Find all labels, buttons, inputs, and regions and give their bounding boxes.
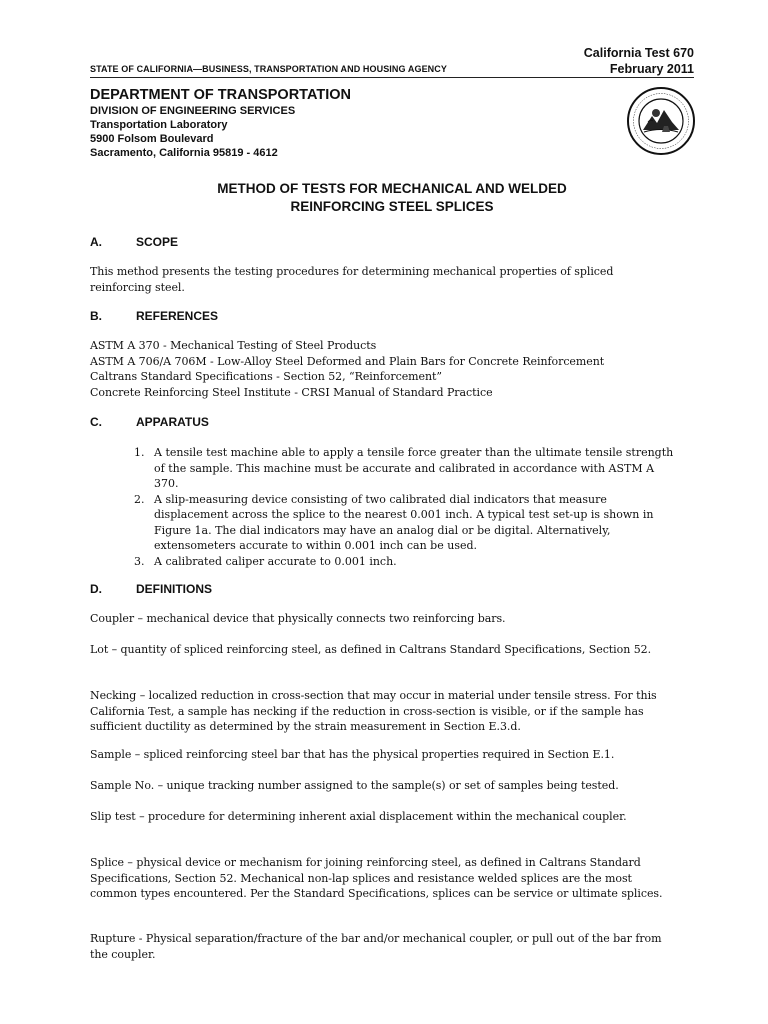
section-heading-apparatus <box>90 415 209 429</box>
section-letter: B. <box>90 309 102 323</box>
address-line-division: DIVISION OF ENGINEERING SERVICES <box>90 105 296 117</box>
definition-coupler <box>90 611 678 627</box>
definition-sample <box>90 747 678 763</box>
definition-splice <box>90 855 678 902</box>
definition-rupture <box>90 931 678 962</box>
apparatus-item <box>134 554 678 570</box>
section-letter: C. <box>90 415 102 429</box>
apparatus-list <box>134 445 678 569</box>
definition-slip-test <box>90 809 678 825</box>
address-line-lab: Transportation Laboratory <box>90 119 228 131</box>
address-line-city: Sacramento, California 95819 - 4612 <box>90 147 278 159</box>
apparatus-item <box>134 492 678 554</box>
section-title: APPARATUS <box>136 415 209 429</box>
section-heading-references <box>90 309 218 323</box>
definition-necking <box>90 688 678 735</box>
section-letter: A. <box>90 235 102 249</box>
reference-item: ASTM A 370 - Mechanical Testing of Steel Products <box>90 339 377 352</box>
section-title: REFERENCES <box>136 309 219 323</box>
agency-line: STATE OF CALIFORNIA—BUSINESS, TRANSPORTATION AND HOUSING AGENCY <box>90 64 447 74</box>
paragraph-text: This method presents the testing procedures for determining mechanical properties of spliced reinforcing steel. <box>90 265 614 294</box>
department-name: DEPARTMENT OF TRANSPORTATION <box>90 87 351 103</box>
item-number: 3. <box>134 554 145 568</box>
item-text: A slip-measuring device consisting of two calibrated dial indicators that measure displacement across the splice to the nearest 0.001 inch. A typical test set-up is shown in Figure 1a. The dial indicators may have an analog dial or be digital. Alternatively, extensometers accurate to within 0.001 inch can be used. <box>154 492 654 552</box>
paragraph-text: Splice – physical device or mechanism for joining reinforcing steel, as defined in Caltrans Standard Specifications, Section 52. Mechanical non-lap splices and resistance welded splices are the most common types encountered. Per the Standard Specifications, splices can be service or ultimate splices. <box>90 856 663 900</box>
reference-item: Caltrans Standard Specifications - Section 52, “Reinforcement” <box>90 370 442 383</box>
state-seal-icon <box>626 86 696 156</box>
section-heading-scope <box>90 235 178 249</box>
references-list <box>90 338 678 400</box>
reference-item: ASTM A 706/A 706M - Low-Alloy Steel Deformed and Plain Bars for Concrete Reinforcement <box>90 354 605 368</box>
paragraph-text: Lot – quantity of spliced reinforcing steel, as defined in Caltrans Standard Specifications, Section 52. <box>90 643 652 656</box>
document-title-line1: METHOD OF TESTS FOR MECHANICAL AND WELDED <box>217 181 567 196</box>
paragraph-text: Necking – localized reduction in cross-section that may occur in material under tensile stress. For this California Test, a sample has necking if the reduction in cross-section is visible, or if the sample has sufficient ductility as determined by the strain measurement in Section E.3.d. <box>90 689 657 733</box>
paragraph-text: Sample – spliced reinforcing steel bar that has the physical properties required in Section E.1. <box>90 748 615 761</box>
definition-lot <box>90 642 678 658</box>
item-number: 2. <box>134 492 145 506</box>
paragraph-text: Coupler – mechanical device that physically connects two reinforcing bars. <box>90 612 506 625</box>
paragraph-text: Slip test – procedure for determining inherent axial displacement within the mechanical coupler. <box>90 810 627 823</box>
paragraph-text: Rupture - Physical separation/fracture of the bar and/or mechanical coupler, or pull out of the bar from the coupler. <box>90 932 662 961</box>
section-letter: D. <box>90 582 102 596</box>
section-heading-definitions <box>90 582 212 596</box>
item-text: A calibrated caliper accurate to 0.001 inch. <box>154 554 397 568</box>
header-rule <box>90 77 694 78</box>
publication-date: February 2011 <box>609 62 694 76</box>
document-title-line2: REINFORCING STEEL SPLICES <box>290 199 494 214</box>
test-number: California Test 670 <box>583 46 694 60</box>
section-title: DEFINITIONS <box>136 582 213 596</box>
paragraph-text: Sample No. – unique tracking number assigned to the sample(s) or set of samples being tested. <box>90 779 619 792</box>
reference-item: Concrete Reinforcing Steel Institute - CRSI Manual of Standard Practice <box>90 385 493 399</box>
address-line-street: 5900 Folsom Boulevard <box>90 133 214 145</box>
item-text: A tensile test machine able to apply a tensile force greater than the ultimate tensile strength of the sample. This machine must be accurate and calibrated in accordance with ASTM A 370. <box>154 446 674 490</box>
section-title: SCOPE <box>136 235 179 249</box>
definition-sample-no <box>90 778 678 794</box>
item-number: 1. <box>134 446 145 459</box>
scope-paragraph <box>90 264 678 295</box>
apparatus-item <box>134 445 678 492</box>
